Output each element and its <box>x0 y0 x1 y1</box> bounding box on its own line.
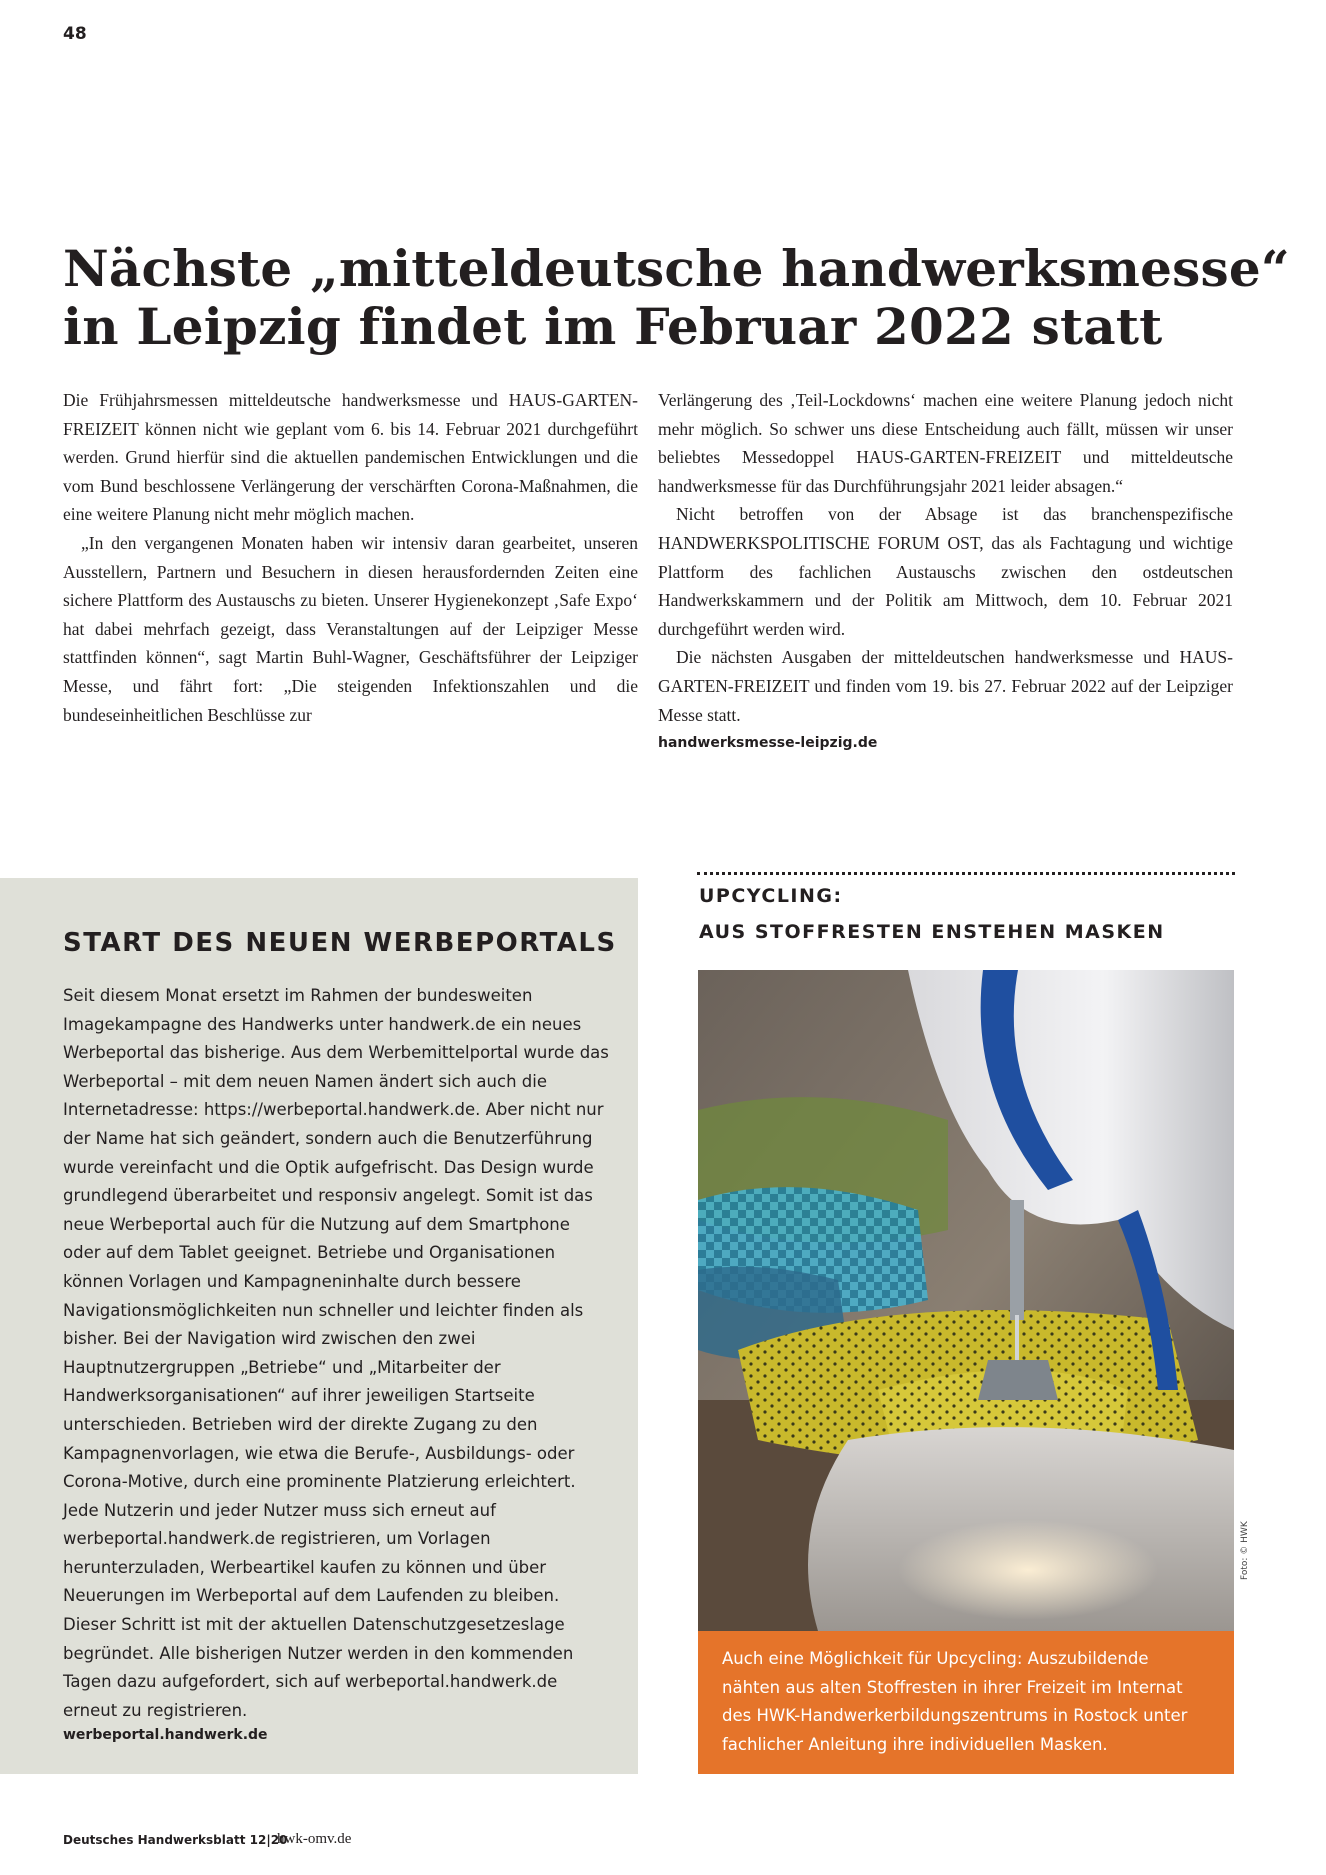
article-paragraph: Die Frühjahrsmessen mitteldeutsche handwerksmesse und HAUS-GARTEN-FREIZEIT können nicht wie geplant vom 6. bis 14. Februar 2021 durchgeführt werden. Grund hierfür sind die aktuellen pandemischen Entwicklungen und die vom Bund beschlossene Verlängerung der verschärften Corona-Maßnahmen, die eine weitere Planung nicht mehr möglich machen. <box>63 390 638 525</box>
werbeportal-paragraph: Seit diesem Monat ersetzt im Rahmen der bundesweiten Imagekampagne des Handwerks unter handwerk.de ein neues Werbeportal das bisherige. Aus dem Werbemittelportal wurde das Werbeportal – mit dem neuen Namen ändert sich auch die Internetadresse: https://werbeportal.handwerk.de. Aber nicht nur der Name hat sich geändert, sondern auch die Benutzerführung wurde vereinfacht und die Optik aufgefrischt. Das Design wurde grundlegend überarbeitet und responsiv angelegt. Somit ist das neue Werbeportal auch für die Nutzung auf dem Smartphone oder auf dem Tablet geeignet. Betriebe und Organisationen können Vorlagen und Kampagneninhalte durch bessere Navigationsmöglichkeiten nun schneller und leichter finden als bisher. Bei der Navigation wird zwischen den zwei Hauptnutzergruppen „Betriebe“ und „Mitarbeiter der Handwerksorganisationen“ auf ihrer jeweiligen Startseite unterschieden. Betrieben wird der direkte Zugang zu den Kampagnenvorlagen, wie etwa die Berufe-, Ausbildungs- oder Corona-Motive, durch eine prominente Platzierung erleichtert. Jede Nutzerin und jeder Nutzer muss sich erneut auf werbeportal.handwerk.de registrieren, um Vorlagen herunterzuladen, Werbeartikel kaufen zu können und über Neuerungen im Werbeportal auf dem Laufenden zu bleiben. Dieser Schritt ist mit der aktuellen Datenschutzgesetzeslage begründet. Alle bisherigen Nutzer werden in den kommenden Tagen dazu aufgefordert, sich auf werbeportal.handwerk.de erneut zu registrieren. <box>63 986 609 1720</box>
photo-credit: Foto: © HWK <box>1240 1521 1250 1580</box>
article-paragraph: „In den vergangenen Monaten haben wir intensiv daran gearbeitet, unseren Ausstellern, Partnern und Besuchern in diesen herausfordernden Zeiten eine sichere Plattform des Austauschs zu bieten. Unserer Hygienekonzept ‚Safe Expo‘ hat dabei mehrfach gezeigt, dass Veranstaltungen auf der Leipziger Messe stattfinden können“, sagt Martin Buhl-Wagner, Geschäftsführer der Leipziger Messe, und fährt fort: „Die steigenden Infektionszahlen und die bundeseinheitlichen Beschlüsse zur <box>63 532 638 725</box>
footer-website[interactable]: hwk-omv.de <box>277 1831 352 1847</box>
werbeportal-web-link[interactable]: werbeportal.handwerk.de <box>63 1727 268 1743</box>
dotted-divider <box>697 872 1235 875</box>
article-paragraph: Die nächsten Ausgaben der mitteldeutschen handwerksmesse und HAUS-GARTEN-FREIZEIT und finden vom 19. bis 27. Februar 2022 auf der Leipziger Messe statt. <box>658 647 1233 725</box>
page-number: 48 <box>63 24 87 44</box>
article-paragraph: Verlängerung des ‚Teil-Lockdowns‘ machen eine weitere Planung jedoch nicht mehr möglich. So schwer uns diese Entscheidung auch fällt, müssen wir unser beliebtes Messedoppel HAUS-GARTEN-FREIZEIT und mitteldeutsche handwerksmesse für das Durchführungsjahr 2021 leider absagen.“ <box>658 390 1233 496</box>
werbeportal-title: START DES NEUEN WERBEPORTALS <box>63 928 617 958</box>
article-column-left <box>63 386 638 729</box>
headline-line-1: Nächste „mitteldeutsche handwerksmesse“ <box>63 239 1290 298</box>
werbeportal-box <box>0 878 638 1774</box>
footer-publication: Deutsches Handwerksblatt 12|20 <box>63 1833 288 1847</box>
sewing-machine-photo <box>698 970 1234 1631</box>
werbeportal-body <box>63 982 611 1725</box>
article-headline <box>63 239 1290 356</box>
article-body <box>63 386 1235 786</box>
article-paragraph: Nicht betroffen von der Absage ist das branchenspezifische HANDWERKSPOLITISCHE FORUM OST, das als Fachtagung und wichtige Plattform des fachlichen Austauschs zwischen den ostdeutschen Handwerkskammern und der Politik am Mittwoch, dem 10. Februar 2021 durchgeführt werden wird. <box>658 504 1233 639</box>
article-web-link[interactable]: handwerksmesse-leipzig.de <box>658 735 878 752</box>
upcycling-title: AUS STOFFRESTEN ENSTEHEN MASKEN <box>699 921 1165 943</box>
photo-caption: Auch eine Möglichkeit für Upcycling: Auszubildende nähten aus alten Stoffresten in ihrer Freizeit im Internat des HWK-Handwerkerbildungszentrums in Rostock unter fachlicher Anleitung ihre individuellen Masken. <box>698 1631 1234 1774</box>
upcycling-kicker: UPCYCLING: <box>699 885 843 907</box>
headline-line-2: in Leipzig findet im Februar 2022 statt <box>63 297 1163 356</box>
article-column-right <box>658 386 1233 751</box>
